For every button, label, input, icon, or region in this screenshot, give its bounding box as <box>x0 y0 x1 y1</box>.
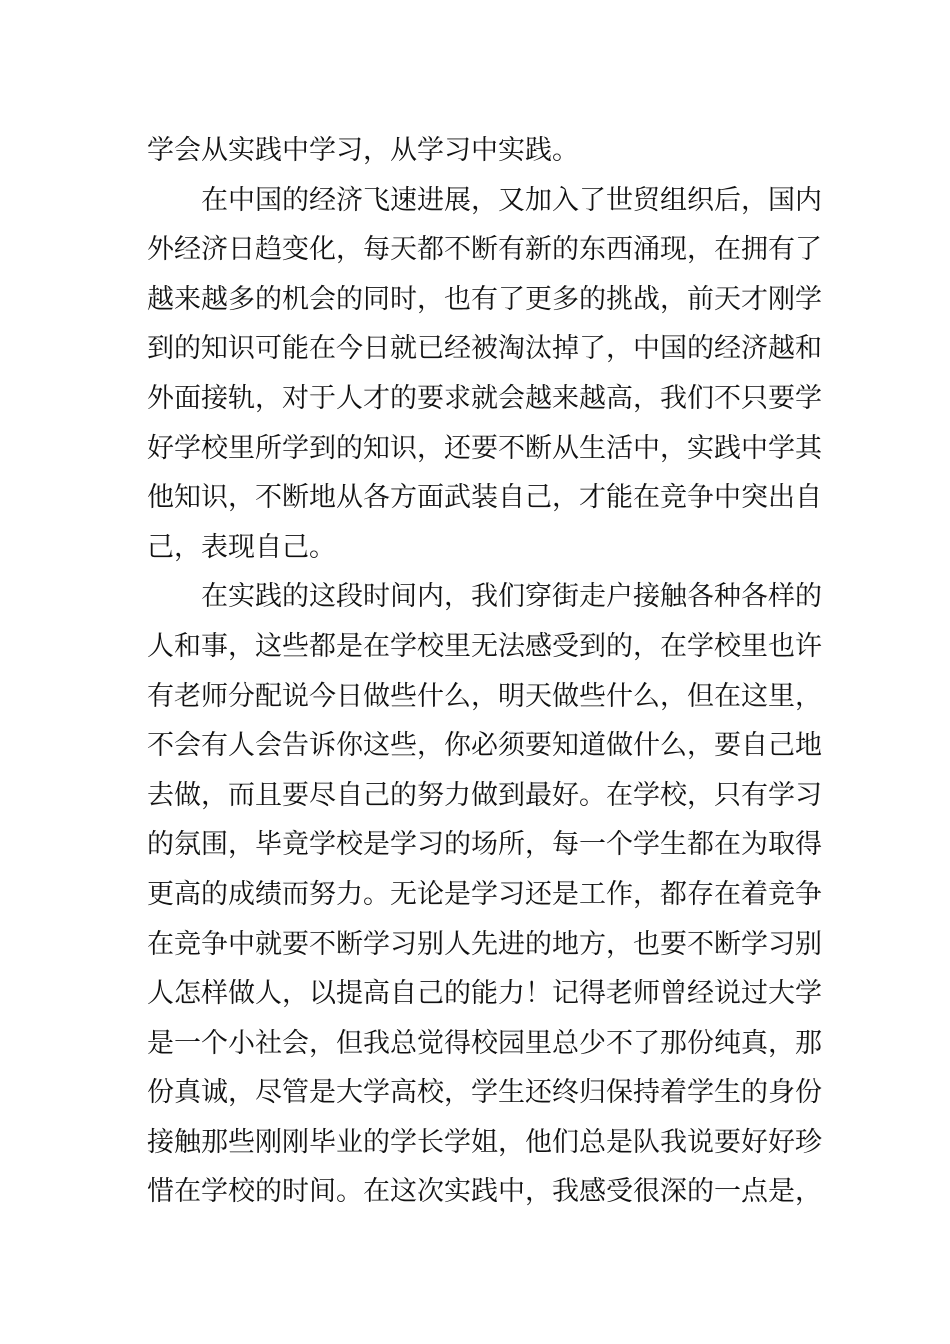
text-line: 惜在学校的时间。在这次实践中，我感受很深的一点是， <box>147 1176 822 1208</box>
text-line: 外面接轨，对于人才的要求就会越来越高，我们不只要学 <box>147 382 822 414</box>
text-line: 外经济日趋变化，每天都不断有新的东西涌现，在拥有了 <box>147 234 822 266</box>
text-line: 人怎样做人，以提高自己的能力！记得老师曾经说过大学 <box>147 978 822 1010</box>
text-line: 去做，而且要尽自己的努力做到最好。在学校，只有学习 <box>147 779 822 811</box>
text-line: 接触那些刚刚毕业的学长学姐，他们总是队我说要好好珍 <box>147 1126 822 1158</box>
text-line: 他知识，不断地从各方面武装自己，才能在竞争中突出自 <box>147 482 822 514</box>
text-line: 的氛围，毕竟学校是学习的场所，每一个学生都在为取得 <box>147 829 822 861</box>
text-line: 有老师分配说今日做些什么，明天做些什么，但在这里， <box>147 680 822 712</box>
text-line: 人和事，这些都是在学校里无法感受到的，在学校里也许 <box>147 630 822 662</box>
text-line: 更高的成绩而努力。无论是学习还是工作，都存在着竞争 <box>147 878 822 910</box>
text-line: 不会有人会告诉你这些，你必须要知道做什么，要自己地 <box>147 730 822 762</box>
text-line: 学会从实践中学习，从学习中实践。 <box>147 135 579 166</box>
paragraph-first-line: 在实践的这段时间内，我们穿街走户接触各种各样的 <box>201 581 822 613</box>
text-line: 份真诚，尽管是大学高校，学生还终归保持着学生的身份 <box>147 1077 822 1109</box>
text-line: 在竞争中就要不断学习别人先进的地方，也要不断学习别 <box>147 928 822 960</box>
text-line: 是一个小社会，但我总觉得校园里总少不了那份纯真，那 <box>147 1027 822 1059</box>
text-line: 越来越多的机会的同时，也有了更多的挑战，前天才刚学 <box>147 283 822 315</box>
paragraph-first-line: 在中国的经济飞速进展，又加入了世贸组织后，国内 <box>201 184 822 216</box>
text-line: 好学校里所学到的知识，还要不断从生活中，实践中学其 <box>147 432 822 464</box>
text-line: 到的知识可能在今日就已经被淘汰掉了，中国的经济越和 <box>147 333 822 365</box>
text-line: 己，表现自己。 <box>147 531 336 563</box>
body-text <box>147 126 822 1217</box>
